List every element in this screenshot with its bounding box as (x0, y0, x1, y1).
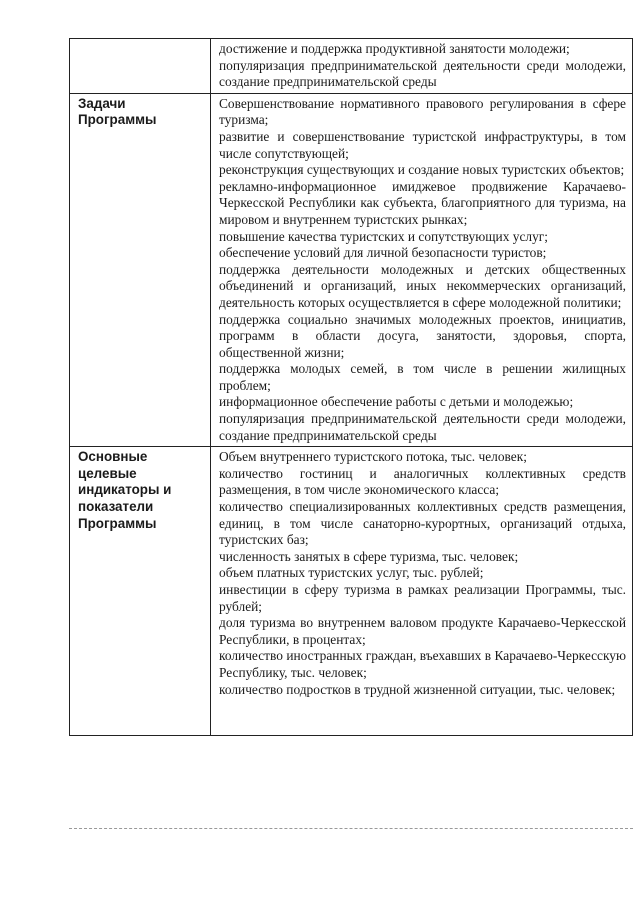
list-item: реконструкция существующих и создание новых туристских объектов; (219, 162, 625, 178)
list-item: информационное обеспечение работы с детьми и молодежью; (219, 394, 574, 410)
list-item: численность занятых в сфере туризма, тыс. человек; (219, 548, 519, 564)
list-item: поддержка социально значимых молодежных проектов, инициатив, программ в области досуга, занятости, здоровья, спорта, общественной жизни; (219, 311, 626, 360)
list-item: популяризация предпринимательской деятельности среди молодежи, создание предпринимательской среды (219, 57, 626, 90)
table-row (70, 447, 633, 736)
row-content (211, 93, 633, 446)
list-item: количество специализированных коллективных средств размещения, единиц, в том числе санаторно-курортных, организаций отдыха, туристских баз; (219, 499, 626, 548)
list-item: развитие и совершенствование туристской инфраструктуры, в том числе сопутствующей; (219, 128, 626, 161)
row-label: Задачи Программы (70, 93, 211, 446)
list-item: обеспечение условий для личной безопасности туристов; (219, 245, 547, 261)
list-item: инвестиции в сферу туризма в рамках реализации Программы, тыс. рублей; (219, 582, 626, 614)
list-item: Объем внутреннего туристского потока, тыс. человек; (219, 449, 527, 465)
row-label (70, 39, 211, 94)
page-bottom-rule (69, 828, 633, 829)
list-item: Совершенствование нормативного правового регулирования в сфере туризма; (219, 95, 626, 128)
list-item: повышение качества туристских и сопутствующих услуг; (219, 228, 548, 244)
table-row (70, 93, 633, 446)
program-passport-table (69, 38, 633, 736)
list-item: популяризация предпринимательской деятельности среди молодежи, создание предпринимательской среды (219, 411, 626, 443)
list-item: количество гостиниц и аналогичных коллективных средств размещения, в том числе экономического класса; (219, 465, 626, 498)
table-row (70, 39, 633, 94)
row-label: Основные целевые индикаторы и показатели Программы (70, 447, 211, 736)
list-item: количество иностранных граждан, въехавших в Карачаево-Черкесскую Республику, тыс. человек; (219, 648, 626, 680)
list-item: поддержка деятельности молодежных и детских общественных объединений и организаций, иных некоммерческих организаций, деятельность которых осуществляется в сфере молодежной политики; (219, 261, 626, 310)
list-item: объем платных туристских услуг, тыс. рублей; (219, 565, 484, 581)
list-item: количество подростков в трудной жизненной ситуации, тыс. человек; (219, 681, 616, 697)
list-item: поддержка молодых семей, в том числе в решении жилищных проблем; (219, 361, 626, 393)
row-content (211, 39, 633, 94)
list-item: доля туризма во внутреннем валовом продукте Карачаево-Черкесской Республики, в процентах; (219, 615, 626, 647)
row-content (211, 447, 633, 736)
list-item: достижение и поддержка продуктивной занятости молодежи; (219, 41, 570, 56)
list-item: рекламно-информационное имиджевое продвижение Карачаево-Черкесской Республики как субъекта, благоприятного для туризма, на мировом и внутреннем туристских рынках; (219, 178, 626, 227)
